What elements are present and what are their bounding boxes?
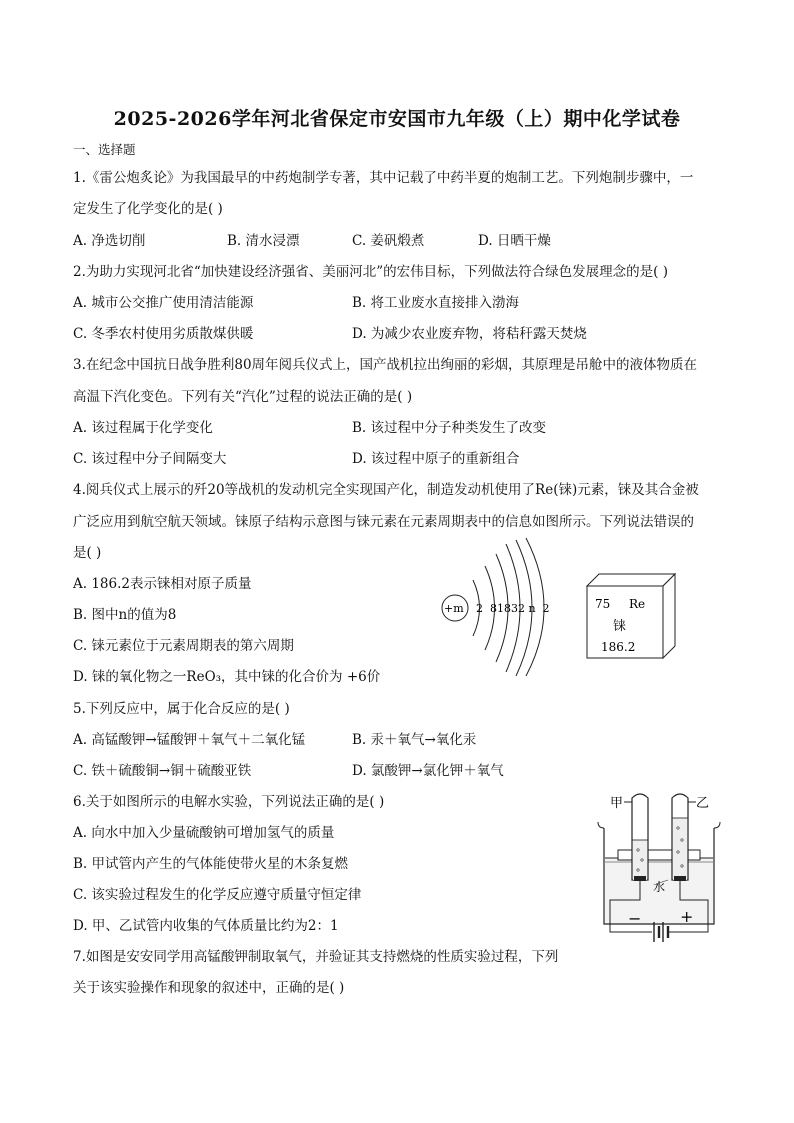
question-6-option-a[interactable]: A. 向水中加入少量硫酸钠可增加氢气的质量: [73, 825, 335, 841]
periodic-table-cell: [585, 572, 677, 662]
question-2-option-d[interactable]: D. 为减少农业废弃物，将秸秆露天焚烧: [352, 326, 587, 342]
question-5-option-c[interactable]: C. 铁＋硫酸铜→铜＋硫酸亚铁: [73, 763, 252, 779]
question-6-text: 6.关于如图所示的电解水实验，下列说法正确的是( ): [73, 794, 385, 810]
question-1-text: 1.《雷公炮炙论》为我国最早的中药炮制学专著，其中记载了中药半夏的炮制工艺。下列炮制步骤中，一: [73, 170, 694, 186]
question-5-text: 5.下列反应中，属于化合反应的是( ): [73, 701, 290, 717]
electrode-left: [634, 876, 646, 881]
question-1-option-c[interactable]: C. 姜矾煅煮: [352, 233, 425, 249]
question-4-option-d[interactable]: D. 铼的氧化物之一ReO₃，其中铼的化合价为 +6价: [73, 669, 381, 685]
question-3-option-a[interactable]: A. 该过程属于化学变化: [73, 420, 213, 436]
question-1-option-b[interactable]: B. 清水浸漂: [227, 233, 300, 249]
question-2-option-a[interactable]: A. 城市公交推广使用清洁能源: [73, 295, 254, 311]
question-2-option-b[interactable]: B. 将工业废水直接排入渤海: [352, 295, 520, 311]
water-electrolysis-diagram: [596, 788, 726, 946]
element-symbol: Re: [629, 597, 646, 611]
question-1-option-a[interactable]: A. 净选切削: [73, 233, 146, 249]
electron-distribution-label: 2 81832 n 2: [476, 602, 550, 615]
tube-yi-label: 乙: [696, 796, 710, 811]
section-heading: 一、选择题: [73, 142, 136, 157]
question-5-option-d[interactable]: D. 氯酸钾→氯化钾＋氧气: [352, 763, 504, 779]
question-1-option-d[interactable]: D. 日晒干燥: [478, 233, 551, 249]
question-3-option-c[interactable]: C. 该过程中分子间隔变大: [73, 451, 227, 467]
question-3-option-b[interactable]: B. 该过程中分子种类发生了改变: [352, 420, 547, 436]
nucleus-charge-label: +m: [444, 602, 464, 615]
rhenium-atom-structure-diagram: [438, 536, 563, 676]
page-title: 2025-2026学年河北省保定市安国市九年级（上）期中化学试卷: [113, 108, 681, 130]
positive-terminal-label: +: [680, 907, 694, 926]
element-name: 铼: [613, 619, 627, 634]
question-3-option-d[interactable]: D. 该过程中原子的重新组合: [352, 451, 520, 467]
question-7-text: 关于该实验操作和现象的叙述中，正确的是( ): [73, 980, 345, 996]
question-6-option-d[interactable]: D. 甲、乙试管内收集的气体质量比约为2：1: [73, 918, 339, 934]
question-3-text: 3.在纪念中国抗日战争胜利80周年阅兵仪式上，国产战机拉出绚丽的彩烟，其原理是吊舱中的液体物质在: [73, 357, 698, 373]
atomic-number: 75: [595, 597, 611, 611]
question-6-option-c[interactable]: C. 该实验过程发生的化学反应遵守质量守恒定律: [73, 887, 362, 903]
water-label: 水: [653, 880, 666, 894]
question-4-text: 广泛应用到航空航天领域。铼原子结构示意图与铼元素在元素周期表中的信息如图所示。下列说法错误的: [73, 514, 694, 530]
question-5-option-b[interactable]: B. 汞＋氧气→氧化汞: [352, 732, 477, 748]
question-3-text: 高温下汽化变色。下列有关“汽化”过程的说法正确的是( ): [73, 389, 413, 405]
question-5-option-a[interactable]: A. 高锰酸钾→锰酸钾＋氧气＋二氧化锰: [73, 732, 306, 748]
question-4-text: 是( ): [73, 545, 102, 561]
question-4-option-a[interactable]: A. 186.2表示铼相对原子质量: [73, 576, 252, 592]
tube-jia-label: 甲: [610, 796, 624, 811]
question-6-option-b[interactable]: B. 甲试管内产生的气体能使带火星的木条复燃: [73, 856, 349, 872]
question-2-option-c[interactable]: C. 冬季农村使用劣质散煤供暖: [73, 326, 254, 342]
question-4-option-b[interactable]: B. 图中n的值为8: [73, 607, 177, 623]
question-4-option-c[interactable]: C. 铼元素位于元素周期表的第六周期: [73, 638, 294, 654]
electrode-right: [674, 876, 686, 881]
negative-terminal-label: −: [628, 909, 642, 928]
question-7-text: 7.如图是安安同学用高锰酸钾制取氧气，并验证其支持燃烧的性质实验过程，下列: [73, 949, 559, 965]
question-2-text: 2.为助力实现河北省“加快建设经济强省、美丽河北”的宏伟目标，下列做法符合绿色发展理念的是( ): [73, 264, 669, 280]
atomic-mass: 186.2: [601, 640, 636, 654]
question-4-text: 4.阅兵仪式上展示的歼20等战机的发动机完全实现国产化，制造发动机使用了Re(铼)元素，铼及其合金被: [73, 482, 699, 498]
question-1-text: 定发生了化学变化的是( ): [73, 201, 223, 217]
